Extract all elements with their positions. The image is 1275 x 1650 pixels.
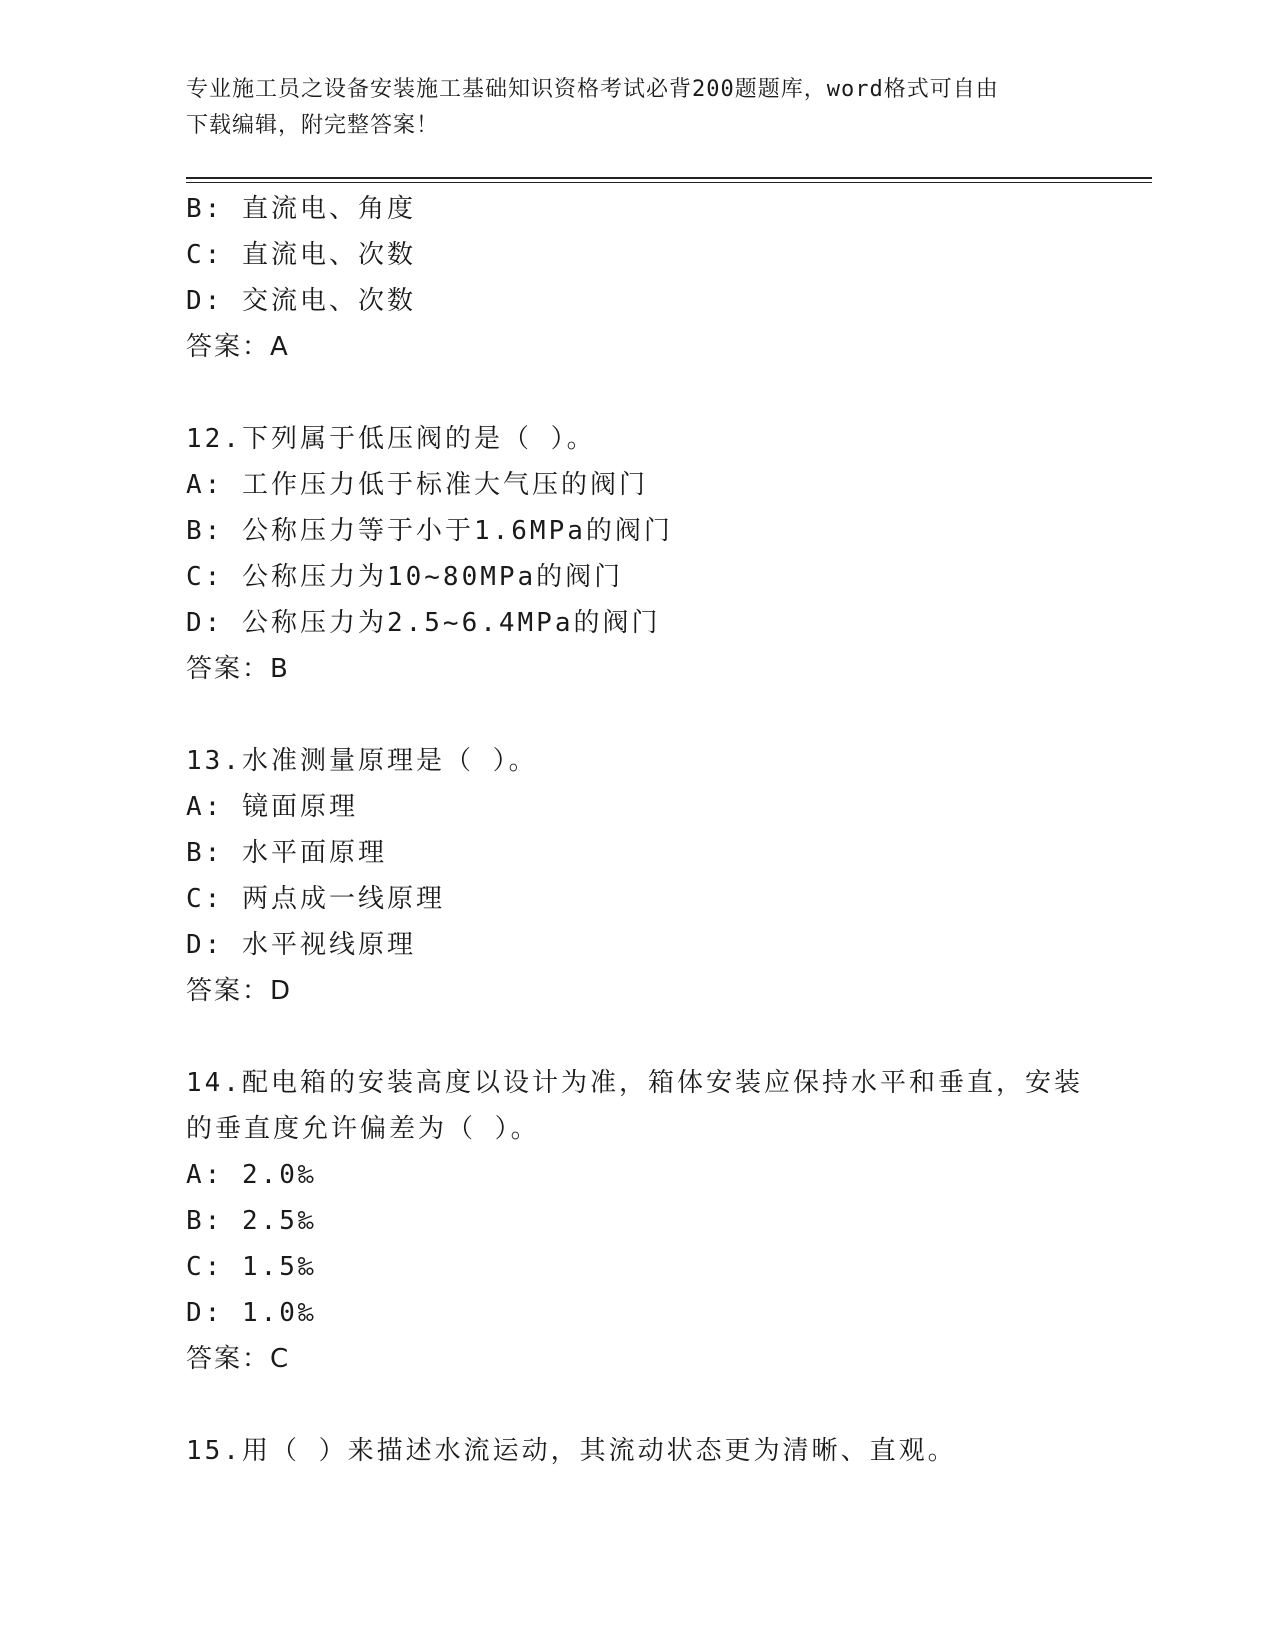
option-line: B: 2.5‰ <box>186 1206 317 1236</box>
document-header <box>186 72 1086 144</box>
question-block-12 <box>186 416 1086 692</box>
option-line: D: 水平视线原理 <box>186 930 416 960</box>
option-line: A: 镜面原理 <box>186 792 358 822</box>
option-line: C: 直流电、次数 <box>186 240 416 270</box>
spacer <box>186 1382 1086 1428</box>
option-line: C: 公称压力为10~80MPa的阀门 <box>186 562 624 592</box>
question-block-11 <box>186 186 1086 370</box>
question-block-13 <box>186 738 1086 1014</box>
option-line: A: 2.0‰ <box>186 1160 317 1190</box>
spacer <box>186 370 1086 416</box>
answer-line: 答案：D <box>186 976 293 1006</box>
option-line: C: 1.5‰ <box>186 1252 317 1282</box>
header-line-2: 下载编辑，附完整答案！ <box>186 113 440 138</box>
option-line: B: 公称压力等于小于1.6MPa的阀门 <box>186 516 673 546</box>
option-line: D: 交流电、次数 <box>186 286 416 316</box>
option-line: B: 直流电、角度 <box>186 194 416 224</box>
header-rule-thick <box>186 177 1152 179</box>
question-stem: 15.用（ ）来描述水流运动，其流动状态更为清晰、直观。 <box>186 1436 957 1466</box>
header-rule-thin <box>186 182 1152 183</box>
option-line: D: 公称压力为2.5~6.4MPa的阀门 <box>186 608 661 638</box>
question-block-15 <box>186 1428 1086 1474</box>
option-line: D: 1.0‰ <box>186 1298 317 1328</box>
question-stem: 14.配电箱的安装高度以设计为准，箱体安装应保持水平和垂直，安装 <box>186 1068 1083 1098</box>
answer-line: 答案：A <box>186 332 290 362</box>
spacer <box>186 692 1086 738</box>
option-line: C: 两点成一线原理 <box>186 884 445 914</box>
answer-line: 答案：B <box>186 654 290 684</box>
option-line: B: 水平面原理 <box>186 838 387 868</box>
question-stem: 13.水准测量原理是（ ）。 <box>186 746 538 776</box>
answer-line: 答案：C <box>186 1344 291 1374</box>
question-stem-continued: 的垂直度允许偏差为（ ）。 <box>186 1114 540 1144</box>
question-list <box>186 186 1086 1474</box>
spacer <box>186 1014 1086 1060</box>
option-line: A: 工作压力低于标准大气压的阀门 <box>186 470 648 500</box>
question-stem: 12.下列属于低压阀的是（ ）。 <box>186 424 596 454</box>
header-line-1: 专业施工员之设备安装施工基础知识资格考试必背200题题库，word格式可自由 <box>186 77 999 102</box>
question-block-14 <box>186 1060 1086 1382</box>
